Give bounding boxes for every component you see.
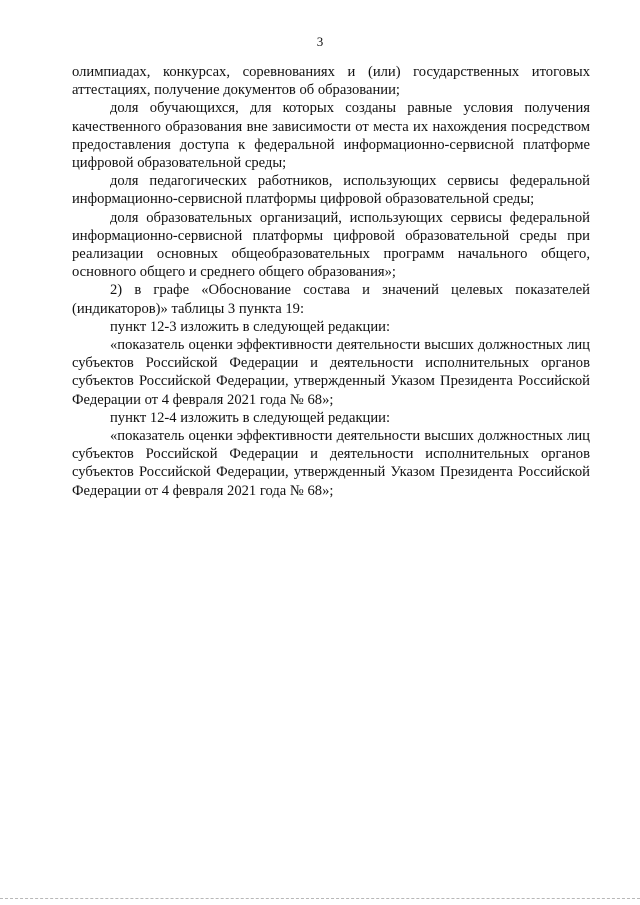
document-body xyxy=(72,63,590,500)
bottom-scan-edge xyxy=(0,898,640,899)
paragraph-item-2: 2) в графе «Обоснование состава и значений целевых показателей (индикаторов)» таблицы 3 пункта 19: xyxy=(72,282,590,317)
paragraph-students-share: доля обучающихся, для которых созданы равные условия получения качественного образования вне зависимости от места их нахождения посредством предоставления доступа к федеральной информационно-сервисной платформе цифровой образовательной среды; xyxy=(72,100,590,172)
page-number: 3 xyxy=(316,34,324,49)
paragraph-point-12-3-text: «показатель оценки эффективности деятельности высших должностных лиц субъектов Российской Федерации и деятельности исполнительных органов субъектов Российской Федерации, утвержденный Указом Президента Российской Федерации от 4 февраля 2021 года № 68»; xyxy=(72,337,590,408)
paragraph-point-12-4-text: «показатель оценки эффективности деятельности высших должностных лиц субъектов Российской Федерации и деятельности исполнительных органов субъектов Российской Федерации, утвержденный Указом Президента Российской Федерации от 4 февраля 2021 года № 68»; xyxy=(72,428,590,499)
paragraph-continuation: олимпиадах, конкурсах, соревнованиях и (или) государственных итоговых аттестациях, получение документов об образовании; xyxy=(72,64,590,99)
paragraph-organizations-share: доля образовательных организаций, использующих сервисы федеральной информационно-сервисной платформы цифровой образовательной среды при реализации основных общеобразовательных программ начального общего, основного общего и среднего общего образования»; xyxy=(72,209,590,281)
paragraph-teachers-share: доля педагогических работников, использующих сервисы федеральной информационно-сервисной платформы цифровой образовательной среды; xyxy=(72,173,590,208)
paragraph-point-12-4-heading: пункт 12-4 изложить в следующей редакции: xyxy=(110,409,391,426)
paragraph-point-12-3-heading: пункт 12-3 изложить в следующей редакции: xyxy=(110,318,391,335)
